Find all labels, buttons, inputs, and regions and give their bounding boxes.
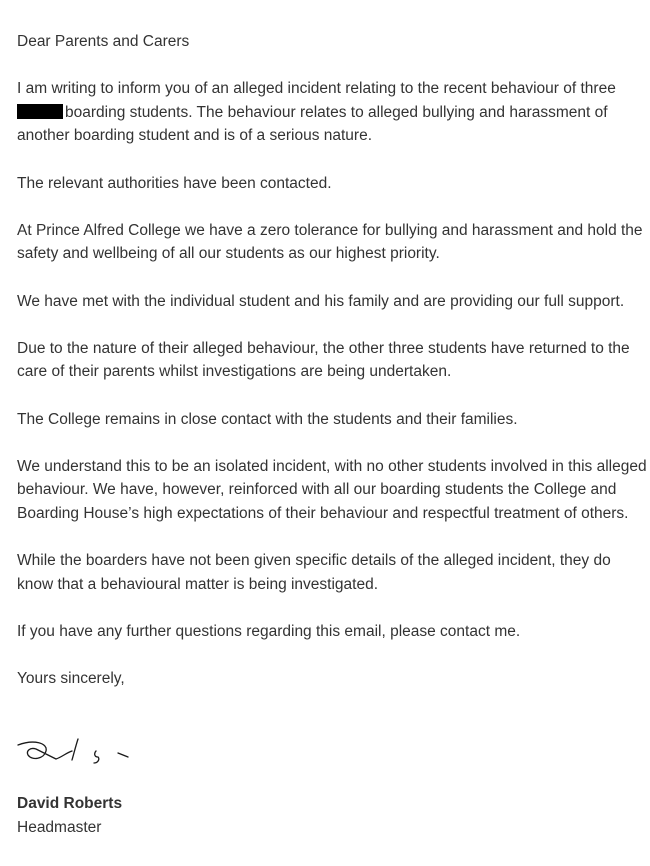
paragraph-incident-rest: boarding students. The behaviour relates to alleged bullying and harassment of another boarding student and is of a serious nature. (17, 103, 608, 145)
paragraph-boarders: While the boarders have not been given specific details of the alleged incident, they do know that a behavioural matter is being investigated. (17, 552, 611, 593)
paragraph-incident-intro: I am writing to inform you of an alleged incident relating to the recent behaviour of three (17, 80, 616, 98)
handwritten-signature (14, 733, 144, 773)
signatory-title: Headmaster (17, 819, 102, 836)
letter-body (17, 30, 647, 691)
paragraph-zero-tolerance: At Prince Alfred College we have a zero tolerance for bullying and harassment and hold the safety and wellbeing of all our students as our highest priority. (17, 221, 643, 263)
paragraph-authorities: The relevant authorities have been contacted. (17, 174, 332, 192)
paragraph-contact: The College remains in close contact with the students and their families. (17, 410, 518, 428)
salutation: Dear Parents and Carers (17, 33, 190, 50)
redaction-block (17, 104, 63, 119)
closing: Yours sincerely, (17, 670, 125, 688)
paragraph-incident (17, 77, 647, 148)
paragraph-questions: If you have any further questions regarding this email, please contact me. (17, 622, 521, 640)
signatory-name: David Roberts (17, 795, 123, 812)
paragraph-isolated-incident: We understand this to be an isolated incident, with no other students involved in this alleged behaviour. We have, however, reinforced with all our boarding students the College and Boarding House’s high expectations of their behaviour and respectful treatment of others. (17, 457, 647, 522)
paragraph-support: We have met with the individual student and his family and are providing our full support. (17, 292, 625, 310)
paragraph-investigation: Due to the nature of their alleged behaviour, the other three students have returned to the care of their parents whilst investigations are being undertaken. (17, 339, 630, 381)
